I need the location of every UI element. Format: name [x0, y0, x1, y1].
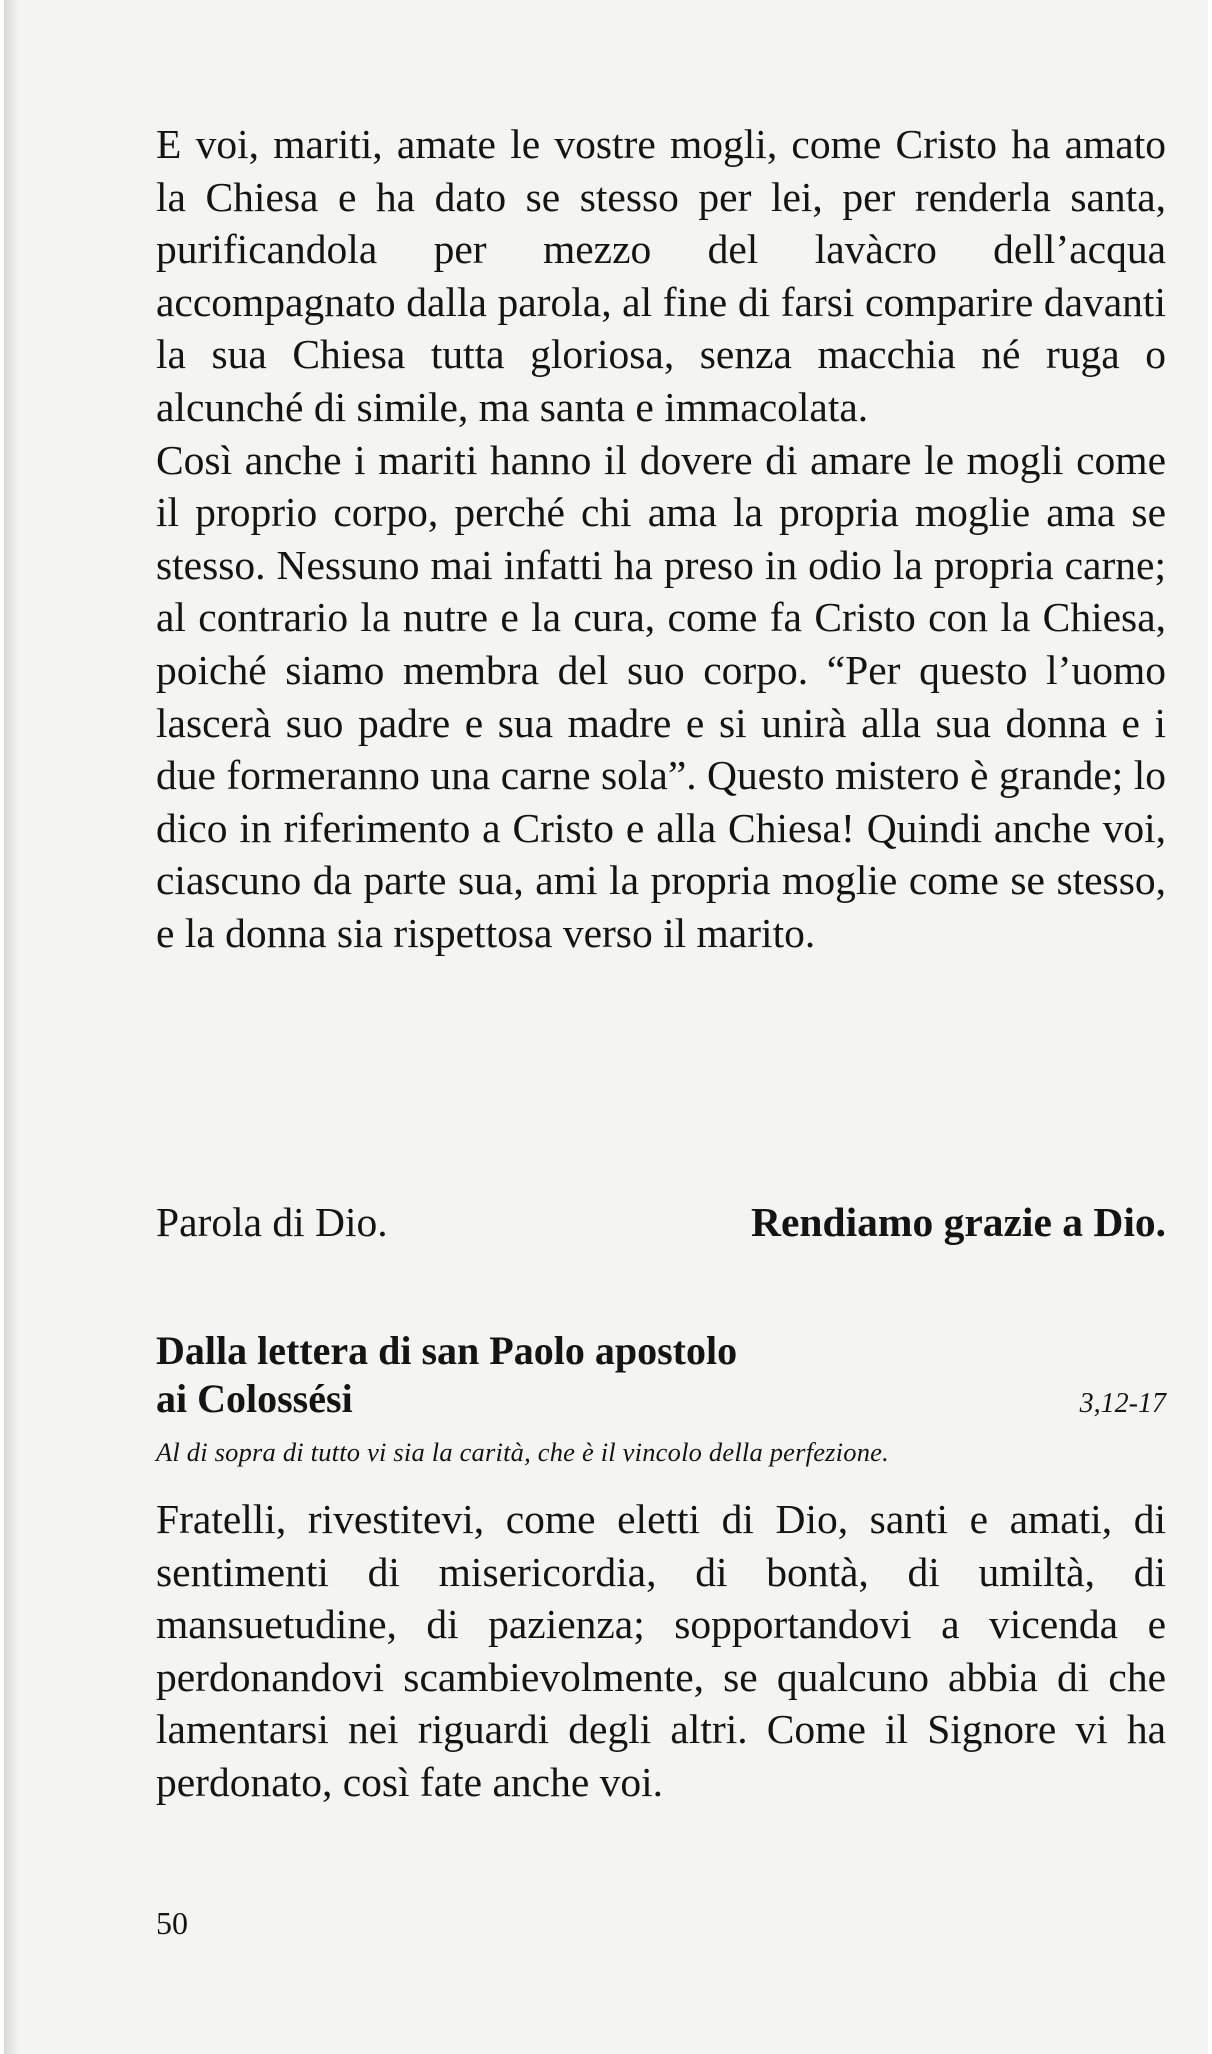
- antiphon: Al di sopra di tutto vi sia la carità, che è il vincolo della perfezione.: [156, 1437, 889, 1467]
- acclamation-call: Parola di Dio.: [156, 1199, 388, 1245]
- scripture-reference: 3,12-17: [1079, 1388, 1166, 1419]
- reading-colossians-heading: [156, 1327, 1166, 1472]
- page-number: 50: [156, 1905, 188, 1941]
- acclamation-response: Rendiamo grazie a Dio.: [751, 1199, 1166, 1245]
- acclamation-row: [156, 1196, 1166, 1248]
- reading-colossians-body: Fratelli, rivestitevi, come eletti di Dio, santi e amati, di sentimenti di misericordia, di bontà, di umiltà, di mansuetudine, di pazienza; sopportandovi a vicenda e perdonandovi scambievolmente, se qualcuno abbia di che lamentarsi nei riguardi degli altri. Come il Signore vi ha perdonato, così fate anche voi.: [156, 1496, 1166, 1805]
- book-page: [4, 0, 1208, 2054]
- reading-paragraph-2: Così anche i mariti hanno il dovere di amare le mogli come il proprio corpo, perché chi ama la propria moglie ama se stesso. Nessuno mai infatti ha preso in odio la propria carne; al contrario la nutre e la cura, come fa Cristo con la Chiesa, poiché siamo membra del suo corpo. “Per questo l’uomo lascerà suo padre e sua madre e si unirà alla sua donna e i due formeranno una carne sola”. Questo mistero è grande; lo dico in riferimento a Cristo e alla Chiesa! Quindi anche voi, ciascuno da parte sua, ami la propria moglie come se stesso, e la donna sia rispettosa verso il marito.: [156, 436, 1166, 956]
- reading-paragraph-1: E voi, mariti, amate le vostre mogli, come Cristo ha amato la Chiesa e ha dato se stesso per lei, per renderla santa, purificandola per mezzo del lavàcro dell’acqua accompagnato dalla parola, al fine di farsi comparire davanti la sua Chiesa tutta gloriosa, senza macchia né ruga o alcunché di simile, ma santa e immacolata.: [156, 121, 1166, 430]
- heading-title-line-1: Dalla lettera di san Paolo apostolo: [156, 1328, 738, 1373]
- heading-title-line-2: ai Colossési: [156, 1376, 353, 1421]
- reading-ephesians-text: [156, 118, 1166, 960]
- heading-title-line-2-row: [156, 1375, 1166, 1428]
- reading-colossians-text: [156, 1493, 1166, 1809]
